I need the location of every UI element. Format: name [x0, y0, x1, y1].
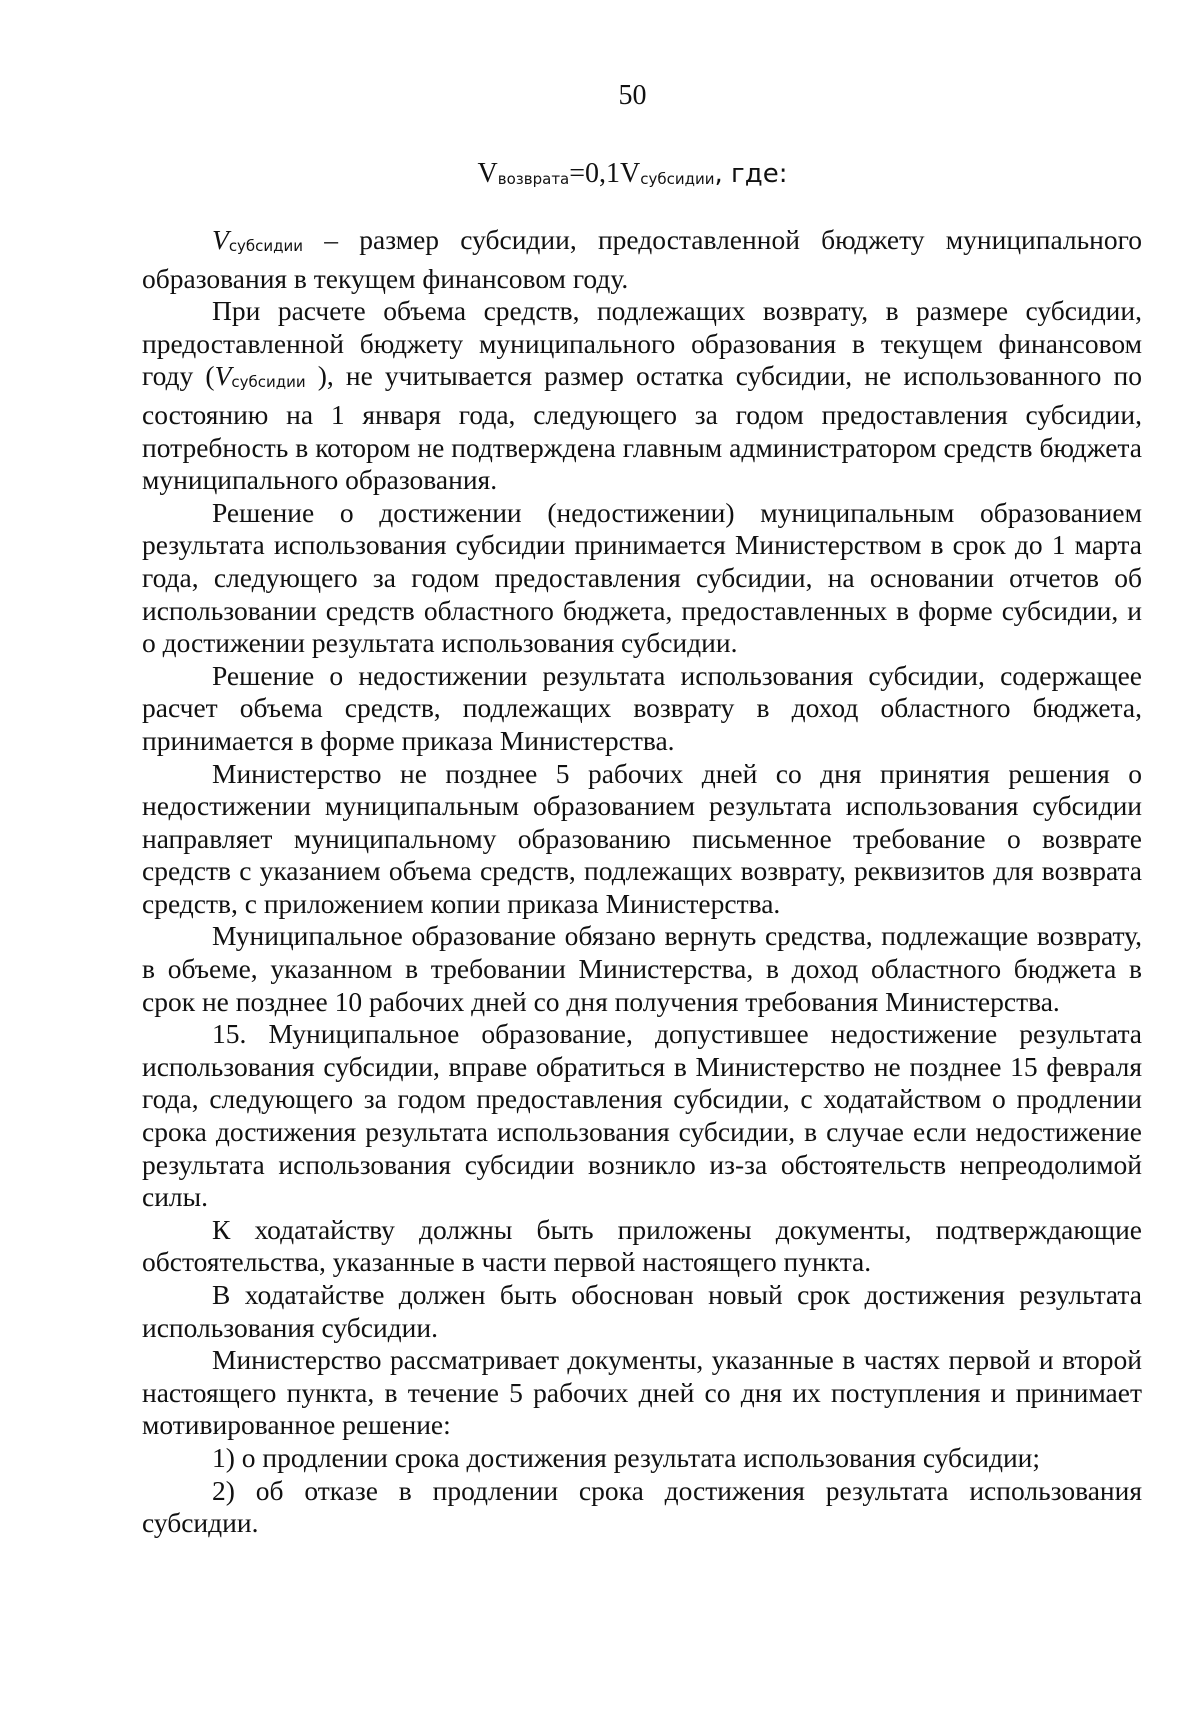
- calculation-sub: субсидии: [231, 373, 306, 392]
- page-number: 50: [618, 80, 647, 111]
- ministry-notice-paragraph: Министерство не позднее 5 рабочих дней со дня принятия решения о недостижении муниципальным образованием результата использования субсидии направляет муниципальному образованию письменное требование о возврате средств с указанием объема средств, подлежащих возврату, реквизитов для возврата средств, с приложением копии приказа Министерства.: [142, 757, 1142, 919]
- decision-option-1: 1) о продлении срока достижения результата использования субсидии;: [212, 1441, 1041, 1473]
- formula-tail: , где:: [714, 159, 788, 189]
- petition-documents-paragraph: К ходатайству должны быть приложены документы, подтверждающие обстоятельства, указанные в части первой настоящего пункта.: [142, 1213, 1142, 1278]
- decision-option-2: 2) об отказе в продлении срока достижения результата использования субсидии.: [142, 1474, 1142, 1539]
- calculation-text-before: При расчете объема средств, подлежащих возврату, в размере субсидии, предоставленной бюджету муниципального образования в текущем финансовом году (: [142, 295, 1142, 392]
- definition-paragraph: [142, 224, 1142, 295]
- clause-15-paragraph: 15. Муниципальное образование, допустившее недостижение результата использования субсидии, вправе обратиться в Министерство не позднее 15 февраля года, следующего за годом предоставления субсидии, с ходатайством о продлении срока достижения результата использования субсидии, в случае если недостижение результата использования субсидии возникло из-за обстоятельств непреодолимой силы.: [142, 1018, 1142, 1213]
- definition-text: – размер субсидии, предоставленной бюджету муниципального образования в текущем финансовом году.: [142, 224, 1142, 294]
- formula-v-symbol-2: V: [620, 158, 641, 189]
- calculation-text-after: ), не учитывается размер остатка субсидии, не использованного по состоянию на 1 января года, следующего за годом предоставления субсидии, потребность в котором не подтверждена главным администратором средств бюджета муниципального образования.: [142, 360, 1143, 496]
- formula-v-symbol: V: [477, 158, 498, 189]
- petition-justification-paragraph: В ходатайстве должен быть обоснован новый срок достижения результата использования субсидии.: [142, 1279, 1142, 1343]
- formula-sub-return: возврата: [497, 170, 570, 188]
- refund-obligation-paragraph: Муниципальное образование обязано вернуть средства, подлежащие возврату, в объеме, указанном в требовании Министерства, в доход областного бюджета в срок не позднее 10 рабочих дней со дня получения требования Министерства.: [142, 920, 1142, 1017]
- formula-equals: =0,1: [569, 158, 621, 189]
- decision-paragraph: Решение о достижении (недостижении) муниципальным образованием результата использования субсидии принимается Министерством в срок до 1 марта года, следующего за годом предоставления субсидии, на основании отчетов об использовании средств областного бюджета, предоставленных в форме субсидии, и о достижении результата использования субсидии.: [142, 496, 1142, 659]
- formula-sub-subsidy: субсидии: [640, 170, 715, 188]
- definition-symbol: V: [212, 224, 229, 255]
- definition-sub: субсидии: [228, 237, 304, 255]
- non-achievement-decision-paragraph: Решение о недостижении результата использования субсидии, содержащее расчет объема средств, подлежащих возврату в доход областного бюджета, принимается в форме приказа Министерства.: [142, 659, 1142, 756]
- ministry-review-paragraph: Министерство рассматривает документы, указанные в частях первой и второй настоящего пункта, в течение 5 рабочих дней со дня их поступления и принимает мотивированное решение:: [142, 1344, 1142, 1441]
- document-body: [142, 224, 1142, 1540]
- calculation-paragraph: [142, 295, 1142, 497]
- return-formula: [0, 157, 1200, 196]
- calculation-symbol: V: [214, 360, 232, 392]
